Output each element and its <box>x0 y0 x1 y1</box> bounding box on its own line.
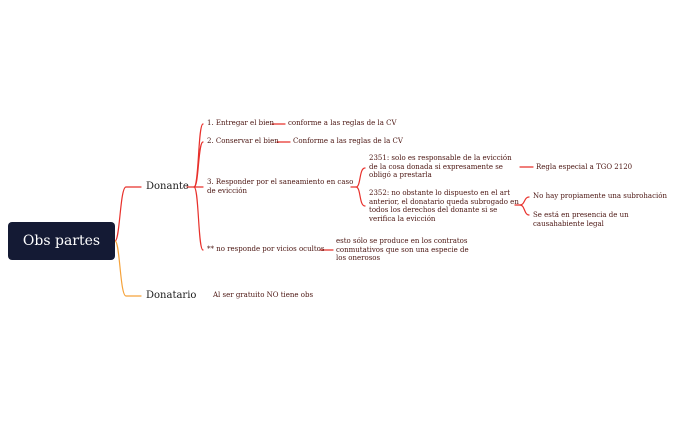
topic-donatario-detail[interactable]: Al ser gratuito NO tiene obs <box>213 291 314 299</box>
root-topic[interactable]: Obs partes <box>8 222 115 260</box>
topic-entregar[interactable]: 1. Entregar el bien <box>207 119 275 127</box>
topic-vicios-detail[interactable]: esto sólo se produce en los contratos conmutativos que son una especie de los onerosos <box>336 237 469 263</box>
connector-donante-item1 <box>187 124 203 187</box>
topic-vicios-ocultos[interactable]: ** no responde por vicios ocultos <box>207 245 325 253</box>
topic-donatario[interactable]: Donatario <box>146 290 197 301</box>
topic-regla-especial[interactable]: Regla especial a TGO 2120 <box>536 163 633 171</box>
topic-no-subrogacion[interactable]: No hay propiamente una subrohación <box>533 192 667 200</box>
topic-donante[interactable]: Donante <box>146 181 189 192</box>
topic-conservar-detail[interactable]: Conforme a las reglas de la CV <box>293 137 403 145</box>
topic-causahabiente[interactable]: Se está en presencia de un causahabiente legal <box>533 211 629 228</box>
topic-entregar-detail[interactable]: conforme a las reglas de la CV <box>288 119 397 127</box>
topic-saneamiento[interactable]: 3. Responder por el saneamiento en caso de evicción <box>207 178 354 195</box>
connector-2352-child2 <box>520 205 529 215</box>
topic-art-2351[interactable]: 2351: solo es responsable de la evicción de la cosa donada si expresamente se obligó a prestarla <box>369 154 512 180</box>
connector-donante-item4 <box>194 187 203 250</box>
connector-root-donatario <box>115 241 141 296</box>
connector-item3-2352 <box>356 187 365 206</box>
connector-root-donante <box>115 187 141 241</box>
topic-conservar[interactable]: 2. Conservar el bien <box>207 137 279 145</box>
topic-art-2352[interactable]: 2352: no obstante lo dispuesto en el art anterior, el donatario queda subrogado en todos los derechos del donante si se verifica la evicción <box>369 189 519 223</box>
